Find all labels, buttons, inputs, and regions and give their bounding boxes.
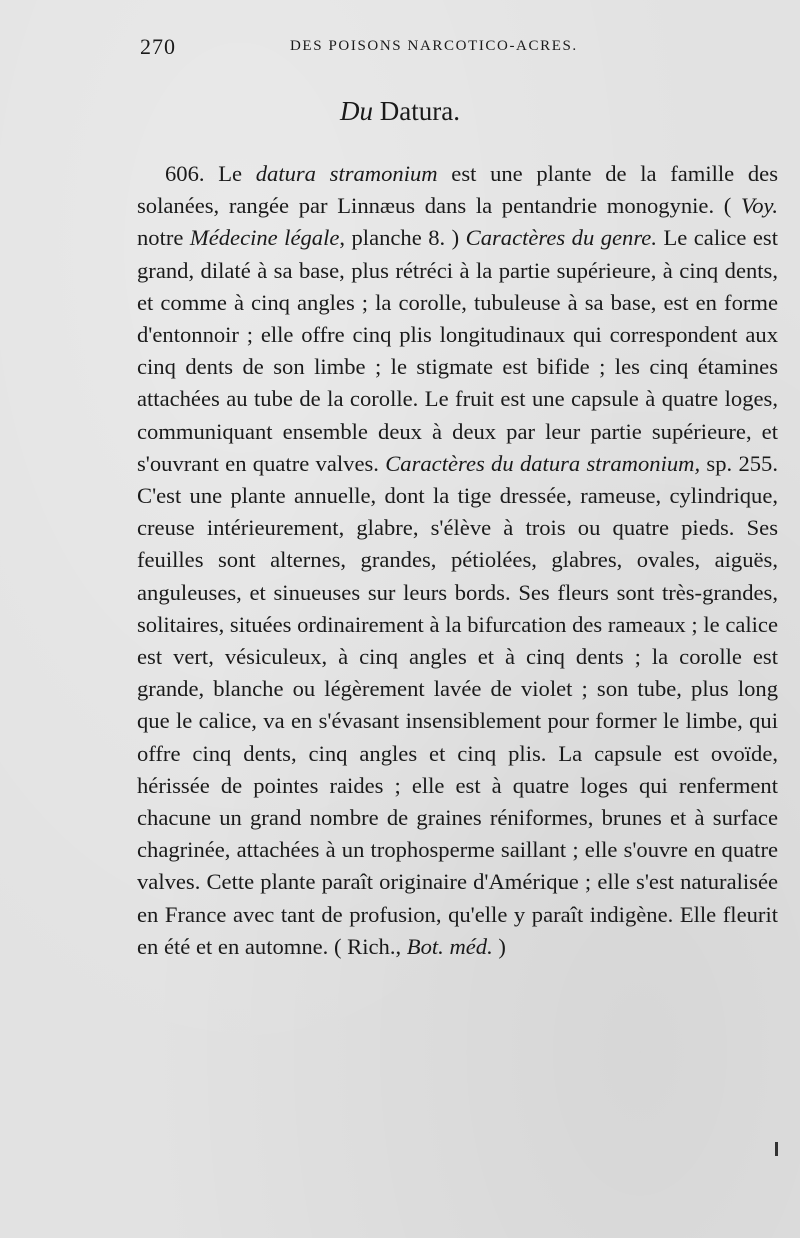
text-run: notre (137, 225, 190, 251)
text-run: ) (492, 933, 506, 959)
text-run-italic: Caractères du genre. (465, 225, 657, 251)
running-title: DES POISONS NARCOTICO-ACRES. (290, 38, 578, 54)
body-paragraph (137, 158, 778, 963)
text-run: , planche 8. ) (339, 225, 466, 251)
page-number: 270 (140, 34, 176, 59)
section-title-italic: Du (340, 96, 374, 126)
running-head (140, 34, 640, 58)
section-title (0, 96, 800, 127)
text-run-italic: Médecine légale (189, 225, 340, 251)
section-title-roman: Datura. (379, 96, 460, 126)
text-run-italic: Voy. (740, 193, 778, 219)
text-run: est une plante de la famille des solanées, rangée par Linnæus dans la pentandrie monogynie. ( (137, 161, 778, 219)
text-run: Le calice est grand, dilaté à sa base, plus rétréci à la partie supérieure, à cinq dents, et comme à cinq angles ; la corolle, tubuleuse à sa base, est en forme d'entonnoir ; elle offre cinq plis longitudinaux qui correspondent aux cinq dents de son limbe ; le stigmate est bifide ; les cinq étamines attachées au tube de la corolle. Le fruit est une capsule à quatre loges, communiquant ensemble deux à deux par leur partie supérieure, et s'ouvrant en quatre valves. (137, 225, 778, 476)
text-run-italic: datura stramonium (255, 161, 438, 186)
text-run-italic: Caractères du datura stramonium, (385, 450, 701, 476)
stray-ink-mark (775, 1142, 778, 1156)
text-run: 606. Le (165, 161, 256, 186)
text-run-italic: Bot. méd. (406, 933, 493, 959)
text-run: sp. 255. C'est une plante annuelle, dont la tige dressée, rameuse, cylindrique, creuse intérieurement, glabre, s'élève à trois ou quatre pieds. Ses feuilles sont alternes, grandes, pétiolées, glabres, ovales, aiguës, anguleuses, et sinueuses sur leurs bords. Ses fleurs sont très-grandes, solitaires, situées ordinairement à la bifurcation des rameaux ; le calice est vert, vésiculeux, à cinq angles et à cinq dents ; la corolle est grande, blanche ou légèrement lavée de violet ; son tube, plus long que le calice, va en s'évasant insensiblement pour former le limbe, qui offre cinq dents, cinq angles et cinq plis. La capsule est ovoïde, hérissée de pointes raides ; elle est à quatre loges qui renferment chacune un grand nombre de graines réniformes, brunes et à surface chagrinée, attachées à un trophosperme saillant ; elle s'ouvre en quatre valves. Cette plante paraît originaire d'Amérique ; elle s'est naturalisée en France avec tant de profusion, qu'elle y paraît indigène. Elle fleurit en été et en automne. ( Rich., (137, 450, 778, 959)
